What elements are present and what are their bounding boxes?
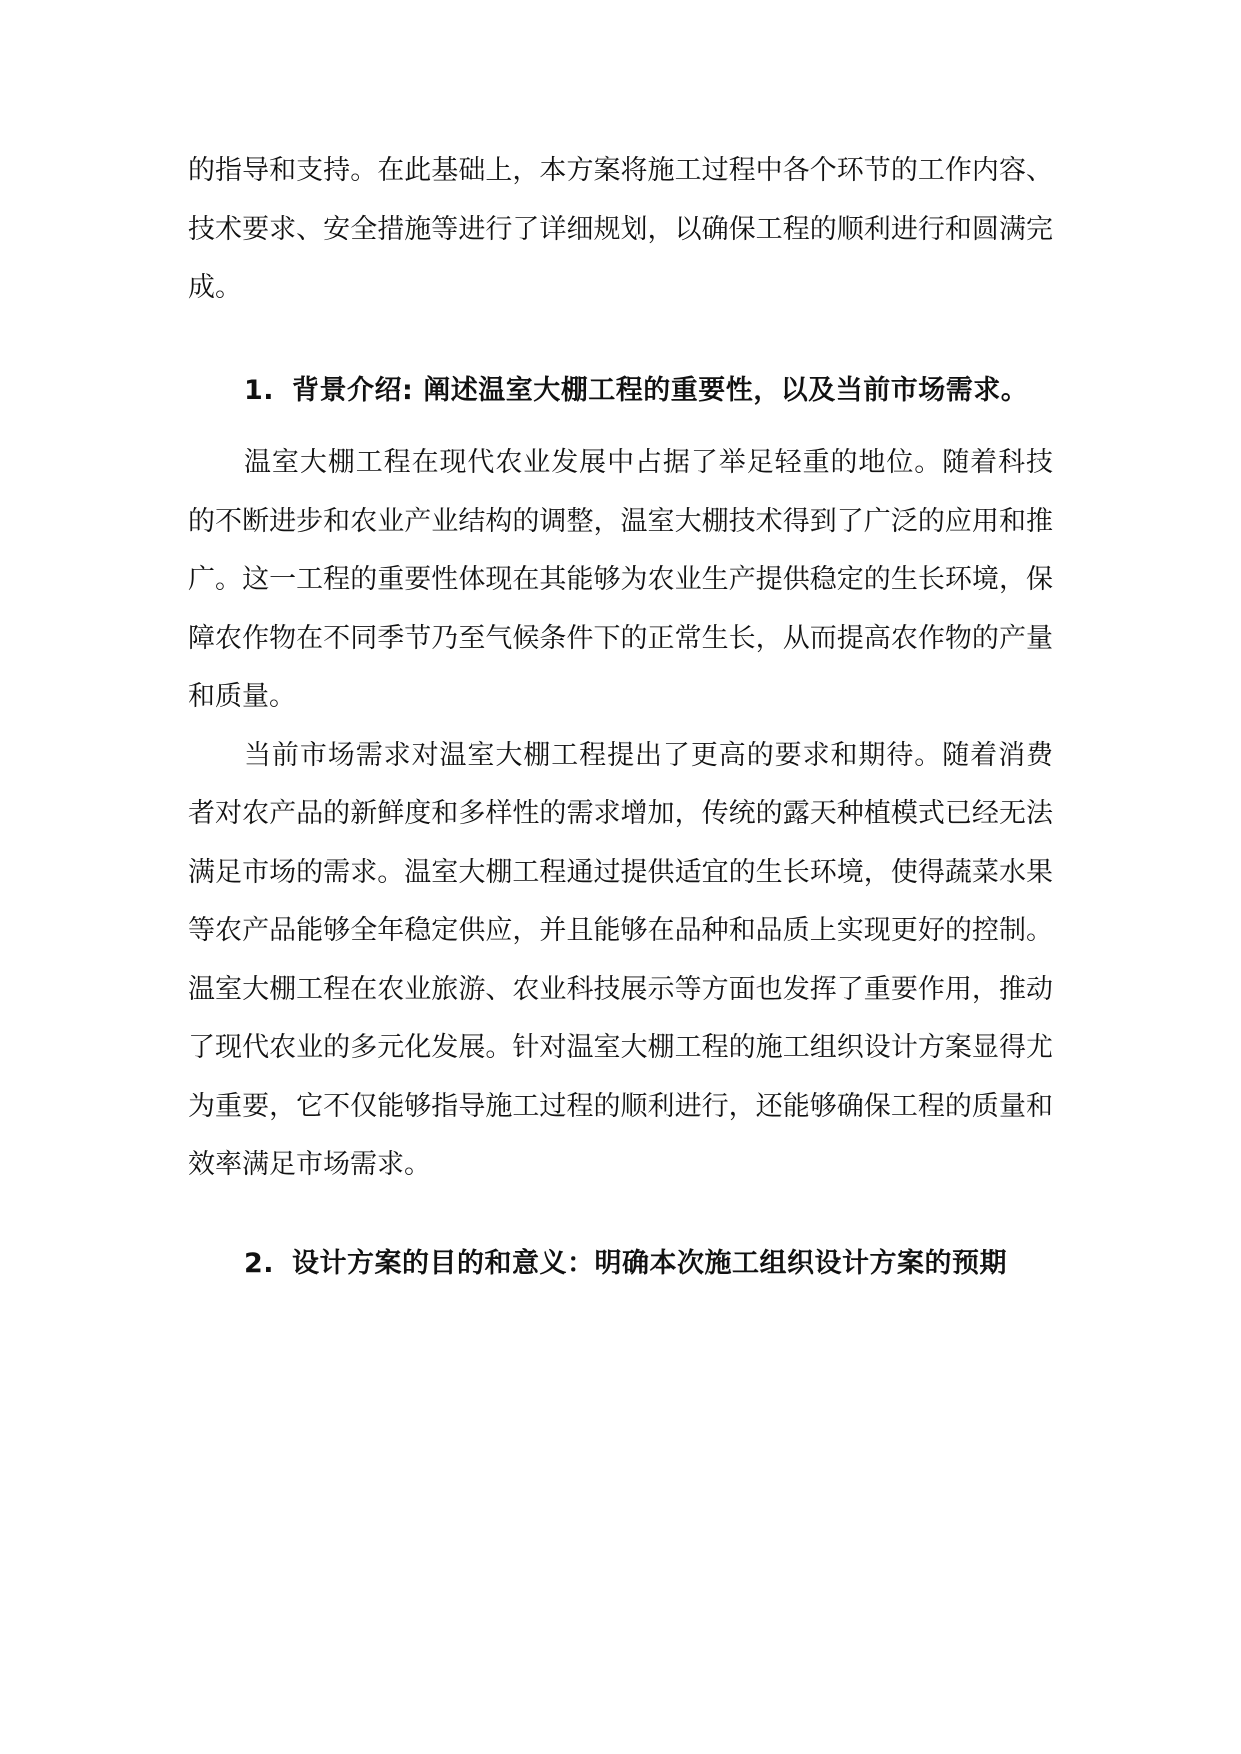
section-1-paragraph-1: 温室大棚工程在现代农业发展中占据了举足轻重的地位。随着科技的不断进步和农业产业结构的调整，温室大棚技术得到了广泛的应用和推广。这一工程的重要性体现在其能够为农业生产提供稳定的生长环境，保障农作物在不同季节乃至气候条件下的正常生长，从而提高农作物的产量和质量。 xyxy=(188,447,1053,712)
section-2-heading xyxy=(188,1235,1053,1294)
document-body xyxy=(188,142,1053,1307)
section-1-paragraph-2: 当前市场需求对温室大棚工程提出了更高的要求和期待。随着消费者对农产品的新鲜度和多样性的需求增加，传统的露天种植模式已经无法满足市场的需求。温室大棚工程通过提供适宜的生长环境，使得蔬菜水果等农产品能够全年稳定供应，并且能够在品种和品质上实现更好的控制。温室大棚工程在农业旅游、农业科技展示等方面也发挥了重要作用，推动了现代农业的多元化发展。针对温室大棚工程的施工组织设计方案显得尤为重要，它不仅能够指导施工过程的顺利进行，还能够确保工程的质量和效率满足市场需求。 xyxy=(188,739,1053,1180)
section-1-title: 背景介绍: 阐述温室大棚工程的重要性，以及当前市场需求。 xyxy=(292,374,1029,406)
section-2-title: 设计方案的目的和意义：明确本次施工组织设计方案的预期 xyxy=(292,1247,1008,1279)
intro-paragraph: 的指导和支持。在此基础上，本方案将施工过程中各个环节的工作内容、技术要求、安全措施等进行了详细规划，以确保工程的顺利进行和圆满完成。 xyxy=(188,155,1053,303)
section-2-number: 2. xyxy=(244,1247,275,1279)
section-1-heading xyxy=(188,362,1053,421)
section-1-number: 1. xyxy=(244,374,275,406)
